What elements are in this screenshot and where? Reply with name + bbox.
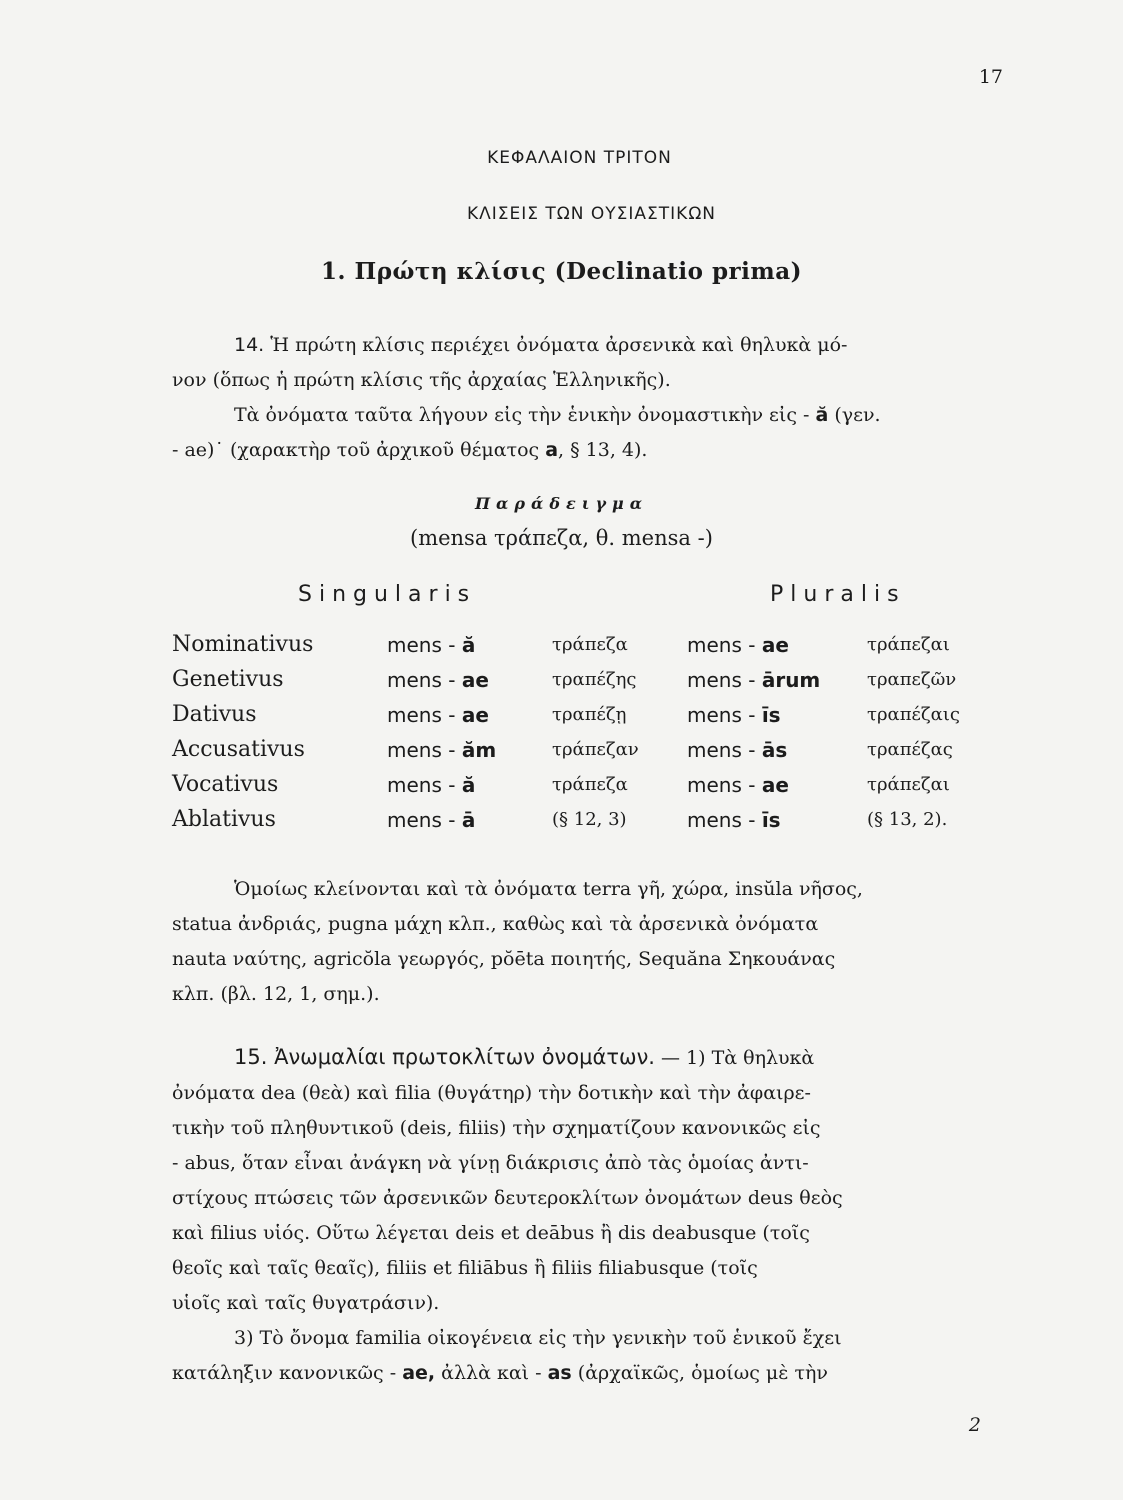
text-line: στίχους πτώσεις τῶν ἀρσενικῶν δευτεροκλίτων ὀνομάτων deus θεὸς [172,1187,843,1209]
greek-singular [552,802,687,837]
text-line: κατάληξιν κανονικῶς - [172,1362,403,1384]
text-line: Τὰ ὀνόματα ταῦτα λήγουν εἰς τὴν ἑνικὴν ὀνομαστικὴν εἰς - [234,404,816,426]
case-ending: ae [461,667,489,692]
latin-plural [687,662,867,697]
cell-text: τραπέζῃ [552,704,627,725]
text-line: nauta ναύτης, agricŏla γεωργός, pŏēta ποιητής, Sequăna Σηκουάνας [172,948,836,970]
text-line: - ae)˙ (χαρακτὴρ τοῦ ἀρχικοῦ θέματος [172,439,546,461]
text-line: κλπ. (βλ. 12, 1, σημ.). [172,983,380,1005]
cell-text: τράπεζαι [867,774,950,795]
text-line: υἱοῖς καὶ ταῖς θυγατράσιν). [172,1292,440,1314]
text-line: καὶ filius υἱός. Οὕτω λέγεται deis et deābus ἢ dis deabusque (τοῖς [172,1222,810,1244]
paragraph-14 [172,328,972,468]
text-line: — 1) Τὰ θηλυκὰ [654,1047,815,1069]
text-line: τικὴν τοῦ πληθυντικοῦ (deis, filiis) τὴν σχηματίζουν κανονικῶς εἰς [172,1117,821,1139]
text-line: - abus, ὅταν εἶναι ἀνάγκη νὰ γίνῃ διάκρισις ἀπὸ τὰς ὁμοίας ἀντι- [172,1152,809,1174]
ending-text: as [547,1362,572,1384]
cell-text: (§ 12, 3) [552,809,627,830]
greek-plural [867,697,960,732]
paragraph-number: 14. [234,334,265,356]
cell-text: τράπεζαι [867,634,950,655]
latin-singular [387,767,552,802]
case-name [172,802,387,837]
cell-text: Nominativus [172,632,314,657]
cell-text: τραπέζας [867,739,953,760]
page-number: 17 [978,66,1003,88]
cell-text: Vocativus [172,772,279,797]
case-ending: ās [761,737,788,762]
signature-mark: 2 [968,1414,981,1436]
declension-row [172,802,960,837]
case-name [172,732,387,767]
case-ending: ārum [761,667,821,692]
case-ending: ae [761,632,789,657]
paragraph-15 [172,1040,972,1391]
text-line: νον (ὅπως ἡ πρώτη κλίσις τῆς ἀρχαίας Ἑλληνικῆς). [172,369,671,391]
case-name [172,662,387,697]
ending-text: ă [815,404,829,426]
greek-singular [552,732,687,767]
greek-plural [867,732,960,767]
case-ending: ae [461,702,489,727]
declension-row [172,662,960,697]
text-line: , § 13, 4). [558,439,648,461]
case-name [172,767,387,802]
greek-singular [552,662,687,697]
latin-singular [387,627,552,662]
similar-paragraph [172,872,972,1012]
cell-text: τράπεζαν [552,739,639,760]
cell-text: Accusativus [172,737,305,762]
case-ending: ā [461,807,476,832]
stem-char: a [545,439,559,461]
text-line: ὀνόματα dea (θεὰ) καὶ filia (θυγάτηρ) τὴν δοτικὴν καὶ τὴν ἀφαιρε- [172,1082,811,1104]
cell-text: mens - [687,737,762,762]
case-name [172,627,387,662]
cell-text: τραπέζης [552,669,637,690]
ending-text: ae, [402,1362,436,1384]
declension-row [172,767,960,802]
cell-text: mens - [387,632,462,657]
declension-row [172,732,960,767]
latin-plural [687,802,867,837]
cell-text: mens - [687,807,762,832]
cell-text: mens - [387,772,462,797]
declension-row [172,627,960,662]
latin-singular [387,802,552,837]
cell-text: mens - [687,667,762,692]
greek-singular [552,697,687,732]
declension-subtitle: 1. Πρώτη κλίσις (Declinatio prima) [320,258,803,285]
chapter-title: ΚΕΦΑΛΑΙΟΝ ΤΡΙΤΟΝ [487,148,672,168]
cell-text: mens - [687,632,762,657]
cell-text: τραπεζῶν [867,669,957,690]
latin-plural [687,767,867,802]
text-line: statua ἀνδριάς, pugna μάχη κλπ., καθὼς καὶ τὰ ἀρσενικὰ ὀνόματα [172,913,819,935]
singular-header: Singularis [298,582,477,607]
cell-text: τραπέζαις [867,704,960,725]
text-line: (ἀρχαϊκῶς, ὁμοίως μὲ τὴν [571,1362,828,1384]
latin-singular [387,732,552,767]
text-line: Ὁμοίως κλείνονται καὶ τὰ ὀνόματα terra γῆ, χώρα, insŭla νῆσος, [234,878,863,900]
cell-text: Genetivus [172,667,284,692]
greek-plural [867,767,960,802]
text-line: Ἡ πρώτη κλίσις περιέχει ὀνόματα ἀρσενικὰ καὶ θηλυκὰ μό- [270,334,848,356]
cell-text: (§ 13, 2). [867,809,948,830]
declension-table [172,627,960,837]
cell-text: mens - [687,772,762,797]
text-line: (γεν. [828,404,881,426]
latin-singular [387,697,552,732]
latin-plural [687,732,867,767]
cell-text: mens - [387,737,462,762]
cell-text: τράπεζα [552,774,628,795]
cell-text: τράπεζα [552,634,628,655]
greek-singular [552,767,687,802]
greek-singular [552,627,687,662]
plural-header: Pluralis [770,582,906,607]
latin-singular [387,662,552,697]
greek-plural [867,662,960,697]
case-name [172,697,387,732]
cell-text: Ablativus [172,807,276,832]
greek-plural [867,802,960,837]
declension-row [172,697,960,732]
case-ending: ă [461,772,476,797]
example-subtitle: (mensa τράπεζα, θ. mensa -) [410,526,713,550]
text-line: ἀλλὰ καὶ - [435,1362,548,1384]
text-line: 3) Τὸ ὄνομα familia οἰκογένεια εἰς τὴν γενικὴν τοῦ ἑνικοῦ ἔχει [234,1327,842,1349]
example-title: Παράδειγμα [474,494,649,513]
case-ending: ăm [461,737,497,762]
section-heading: 15. Ἀνωμαλίαι πρωτοκλίτων ὀνομάτων. [234,1045,655,1069]
greek-plural [867,627,960,662]
latin-plural [687,627,867,662]
latin-plural [687,697,867,732]
case-ending: īs [761,702,781,727]
cell-text: mens - [387,807,462,832]
cell-text: mens - [387,702,462,727]
section-title: ΚΛΙΣΕΙΣ ΤΩΝ ΟΥΣΙΑΣΤΙΚΩΝ [466,204,717,224]
case-ending: ă [461,632,476,657]
cell-text: Dativus [172,702,257,727]
cell-text: mens - [687,702,762,727]
case-ending: ae [761,772,789,797]
cell-text: mens - [387,667,462,692]
case-ending: īs [761,807,781,832]
text-line: θεοῖς καὶ ταῖς θεαῖς), filiis et filiābus ἢ filiis filiabusque (τοῖς [172,1257,758,1279]
